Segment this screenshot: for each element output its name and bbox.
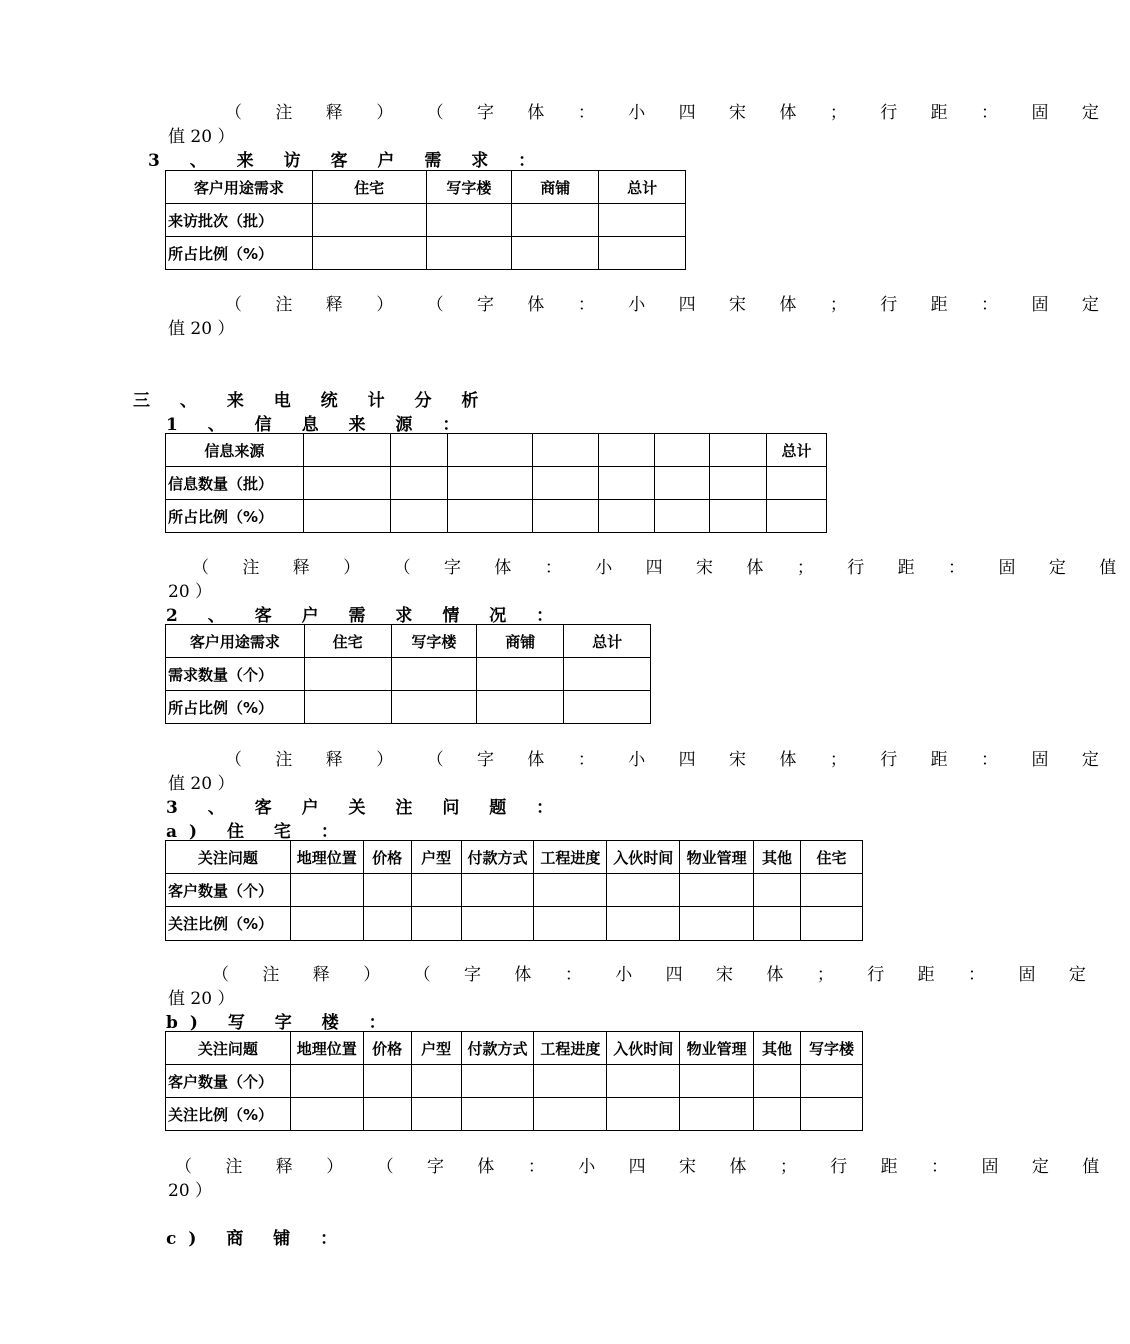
table-header-cell: 关注问题 [166, 841, 291, 874]
note-line: （ 注 释 ） （ 字 体 ： 小 四 宋 体 ； 行 距 ： 固 定 值 [192, 558, 1130, 578]
table-cell [607, 874, 680, 907]
section-heading: 1 、 信 息 来 源 ： [166, 415, 472, 435]
table-cell [461, 1065, 534, 1098]
table-cell [607, 1065, 680, 1098]
table-cell [363, 1065, 411, 1098]
table-cell [512, 237, 599, 270]
table-header-cell: 住宅 [801, 841, 863, 874]
section-heading: 3 、 客 户 关 注 问 题 ： [166, 798, 566, 818]
table-cell [754, 874, 801, 907]
table-cell [599, 434, 655, 467]
table-row-label: 关注比例（%） [166, 1098, 291, 1131]
table-cell [447, 467, 533, 500]
subsection-heading: a) 住 宅 ： [166, 822, 350, 842]
section-heading: 2 、 客 户 需 求 情 况 ： [166, 606, 566, 626]
note-line: （ 注 释 ） （ 字 体 ： 小 四 宋 体 ； 行 距 ： 固 定 [225, 295, 1113, 315]
table-header-cell: 工程进度 [534, 1032, 607, 1065]
table-header-cell: 商铺 [477, 625, 564, 658]
table-cell [534, 874, 607, 907]
table-cell [533, 434, 599, 467]
table-cell [680, 907, 754, 941]
table-header-cell: 工程进度 [534, 841, 607, 874]
table-header-cell: 写字楼 [426, 171, 512, 204]
table-cell [754, 1098, 801, 1131]
table-header-cell: 写字楼 [391, 625, 477, 658]
table-cell [391, 658, 477, 691]
office-table [165, 1031, 863, 1131]
table-header-cell: 总计 [599, 171, 686, 204]
table-row-label: 需求数量（个） [166, 658, 305, 691]
table-header-cell: 物业管理 [680, 1032, 754, 1065]
table-header-cell: 付款方式 [461, 1032, 534, 1065]
table-cell [680, 1065, 754, 1098]
table-header-cell: 总计 [564, 625, 651, 658]
table-cell [801, 1065, 863, 1098]
table-header-cell: 物业管理 [680, 841, 754, 874]
note-line: （ 注 释 ） （ 字 体 ： 小 四 宋 体 ； 行 距 ： 固 定 [225, 103, 1113, 123]
table-cell [411, 1065, 461, 1098]
table-cell [607, 1098, 680, 1131]
table-cell [534, 907, 607, 941]
table-header-cell: 住宅 [312, 171, 426, 204]
table-cell [290, 1098, 363, 1131]
table-header-cell: 总计 [767, 434, 827, 467]
table-cell [411, 907, 461, 941]
table-cell [391, 691, 477, 724]
table-cell [599, 467, 655, 500]
table-cell [290, 1065, 363, 1098]
table-header-cell: 客户用途需求 [166, 171, 313, 204]
table-cell [363, 874, 411, 907]
table-header-cell: 其他 [754, 1032, 801, 1065]
table-header-cell: 户型 [411, 841, 461, 874]
table-cell [304, 691, 391, 724]
note-line: 20 ） [168, 1181, 213, 1201]
subsection-heading: b) 写 字 楼 ： [166, 1013, 398, 1033]
table-cell [655, 500, 710, 533]
note-line: 20 ） [168, 582, 213, 602]
table-cell [801, 907, 863, 941]
table-header-cell: 关注问题 [166, 1032, 291, 1065]
table-cell [680, 1098, 754, 1131]
table-cell [363, 907, 411, 941]
table-cell [390, 500, 447, 533]
table-cell [461, 874, 534, 907]
subsection-heading: c) 商 铺 ： [166, 1229, 350, 1249]
table-cell [477, 658, 564, 691]
table-cell [767, 467, 827, 500]
note-line: 值 20 ） [168, 774, 235, 794]
table-header-cell: 付款方式 [461, 841, 534, 874]
table-cell [710, 467, 767, 500]
table-cell [655, 467, 710, 500]
table-cell [564, 658, 651, 691]
source-table [165, 433, 827, 533]
table-header-cell: 其他 [754, 841, 801, 874]
table-cell [607, 907, 680, 941]
table-cell [512, 204, 599, 237]
table-cell [655, 434, 710, 467]
table-cell [303, 467, 390, 500]
table-cell [303, 434, 390, 467]
table-header-cell: 客户用途需求 [166, 625, 305, 658]
table-cell [599, 204, 686, 237]
section-heading: 三 、 来 电 统 计 分 析 [133, 391, 491, 411]
table-cell [461, 1098, 534, 1131]
table-header-cell: 商铺 [512, 171, 599, 204]
table-cell [801, 874, 863, 907]
table-cell [599, 237, 686, 270]
table-cell [533, 500, 599, 533]
table-row-label: 客户数量（个） [166, 1065, 291, 1098]
table-cell [599, 500, 655, 533]
residential-table [165, 840, 863, 941]
table-cell [767, 500, 827, 533]
table-cell [534, 1098, 607, 1131]
visit-table [165, 170, 686, 270]
table-row-label: 信息数量（批） [166, 467, 304, 500]
table-row-label: 客户数量（个） [166, 874, 291, 907]
table-cell [290, 874, 363, 907]
table-cell [411, 874, 461, 907]
section-heading: 3 、 来 访 客 户 需 求 ： [148, 151, 548, 171]
note-line: （ 注 释 ） （ 字 体 ： 小 四 宋 体 ； 行 距 ： 固 定 值 [175, 1157, 1114, 1177]
table-cell [710, 434, 767, 467]
table-cell [710, 500, 767, 533]
table-row-label: 关注比例（%） [166, 907, 291, 941]
table-cell [801, 1098, 863, 1131]
table-cell [680, 874, 754, 907]
table-cell [312, 237, 426, 270]
table-header-cell: 价格 [363, 1032, 411, 1065]
table-cell [534, 1065, 607, 1098]
table-cell [447, 434, 533, 467]
note-line: （ 注 释 ） （ 字 体 ： 小 四 宋 体 ； 行 距 ： 固 定 [225, 750, 1113, 770]
table-header-cell: 信息来源 [166, 434, 304, 467]
table-cell [312, 204, 426, 237]
table-row-label: 所占比例（%） [166, 237, 313, 270]
table-cell [564, 691, 651, 724]
table-cell [363, 1098, 411, 1131]
table-header-cell: 入伙时间 [607, 1032, 680, 1065]
residential-table-wrap [165, 840, 849, 940]
table-header-cell: 地理位置 [290, 841, 363, 874]
table-header-cell: 地理位置 [290, 1032, 363, 1065]
table-cell [303, 500, 390, 533]
note-line: （ 注 释 ） （ 字 体 ： 小 四 宋 体 ； 行 距 ： 固 定 [212, 965, 1100, 985]
table-cell [461, 907, 534, 941]
table-cell [390, 467, 447, 500]
table-header-cell: 入伙时间 [607, 841, 680, 874]
table-header-cell: 写字楼 [801, 1032, 863, 1065]
table-cell [304, 658, 391, 691]
table-cell [426, 237, 512, 270]
table-cell [426, 204, 512, 237]
table-row-label: 所占比例（%） [166, 691, 305, 724]
table-cell [411, 1098, 461, 1131]
table-cell [390, 434, 447, 467]
note-line: 值 20 ） [168, 989, 235, 1009]
table-header-cell: 户型 [411, 1032, 461, 1065]
table-header-cell: 住宅 [304, 625, 391, 658]
table-cell [290, 907, 363, 941]
table-cell [754, 907, 801, 941]
table-cell [447, 500, 533, 533]
table-cell [754, 1065, 801, 1098]
table-cell [477, 691, 564, 724]
note-line: 值 20 ） [168, 319, 235, 339]
table-row-label: 所占比例（%） [166, 500, 304, 533]
table-header-cell: 价格 [363, 841, 411, 874]
table-cell [533, 467, 599, 500]
table-row-label: 来访批次（批） [166, 204, 313, 237]
note-line: 值 20 ） [168, 127, 235, 147]
demand-table [165, 624, 651, 724]
